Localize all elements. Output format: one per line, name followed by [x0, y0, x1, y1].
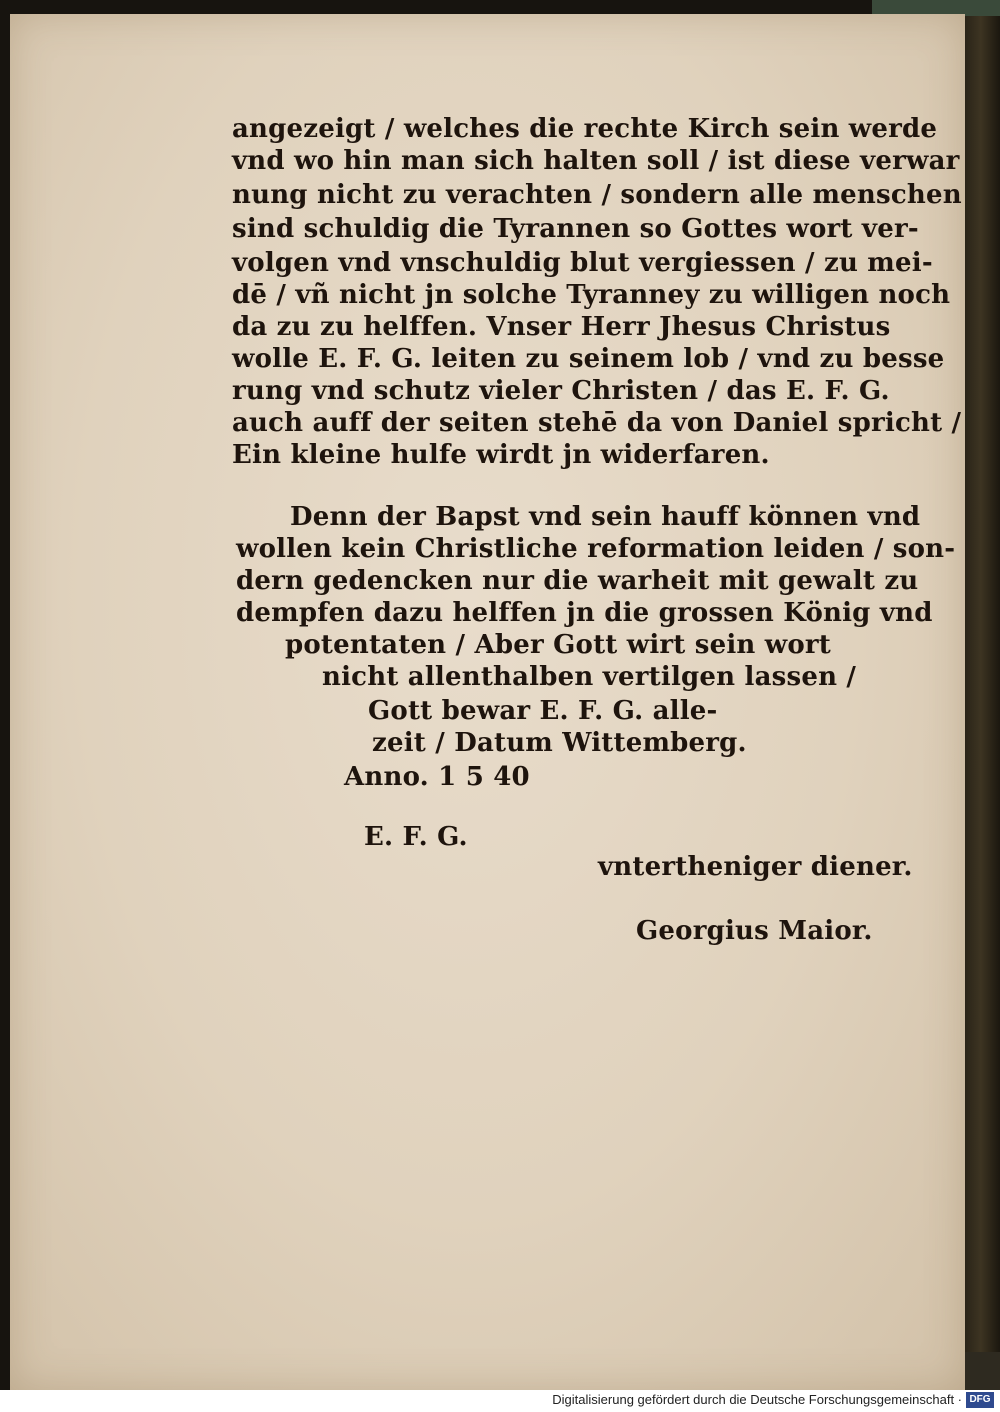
- dfg-logo: DFG: [966, 1392, 994, 1408]
- text-line: nung nicht zu verachten / sondern alle menschen: [232, 180, 962, 210]
- text-line: rung vnd schutz vieler Christen / das E. F. G.: [232, 376, 890, 406]
- text-line: dē / vñ nicht jn solche Tyranney zu willigen noch: [232, 280, 951, 310]
- text-line: da zu zu helffen. Vnser Herr Jhesus Christus: [232, 312, 891, 342]
- text-line: dempfen dazu helffen jn die grossen König vnd: [236, 598, 933, 628]
- text-line: auch auff der seiten stehē da von Daniel spricht /: [232, 408, 962, 438]
- servant-line: vntertheniger diener.: [598, 852, 913, 882]
- signature: Georgius Maior.: [636, 916, 873, 946]
- funding-credit: Digitalisierung gefördert durch die Deutsche Forschungsgemeinschaft ·: [552, 1392, 962, 1407]
- text-line: wollen kein Christliche reformation leiden / son-: [236, 534, 956, 564]
- text-line: Gott bewar E. F. G. alle-: [368, 696, 718, 726]
- date-line: Anno. 1 5 40: [344, 762, 530, 792]
- text-line: wolle E. F. G. leiten zu seinem lob / vnd zu besse: [232, 344, 945, 374]
- text-line: vnd wo hin man sich halten soll / ist diese verwar: [232, 146, 960, 176]
- text-line: Denn der Bapst vnd sein hauff können vnd: [290, 502, 921, 532]
- text-line: zeit / Datum Wittemberg.: [372, 728, 747, 758]
- text-line: angezeigt / welches die rechte Kirch sein werde: [232, 114, 938, 144]
- text-line: volgen vnd vnschuldig blut vergiessen / zu mei-: [232, 248, 933, 278]
- footer-bar: [0, 1390, 1000, 1412]
- text-line: potentaten / Aber Gott wirt sein wort: [285, 630, 832, 660]
- text-line: Ein kleine hulfe wirdt jn widerfaren.: [232, 440, 770, 470]
- text-line: sind schuldig die Tyrannen so Gottes wort ver-: [232, 214, 919, 244]
- text-line: nicht allenthalben vertilgen lassen /: [322, 662, 857, 692]
- book-spine-edge: [965, 0, 1000, 1390]
- text-line: dern gedencken nur die warheit mit gewalt zu: [236, 566, 919, 596]
- efg-abbreviation: E. F. G.: [364, 822, 468, 852]
